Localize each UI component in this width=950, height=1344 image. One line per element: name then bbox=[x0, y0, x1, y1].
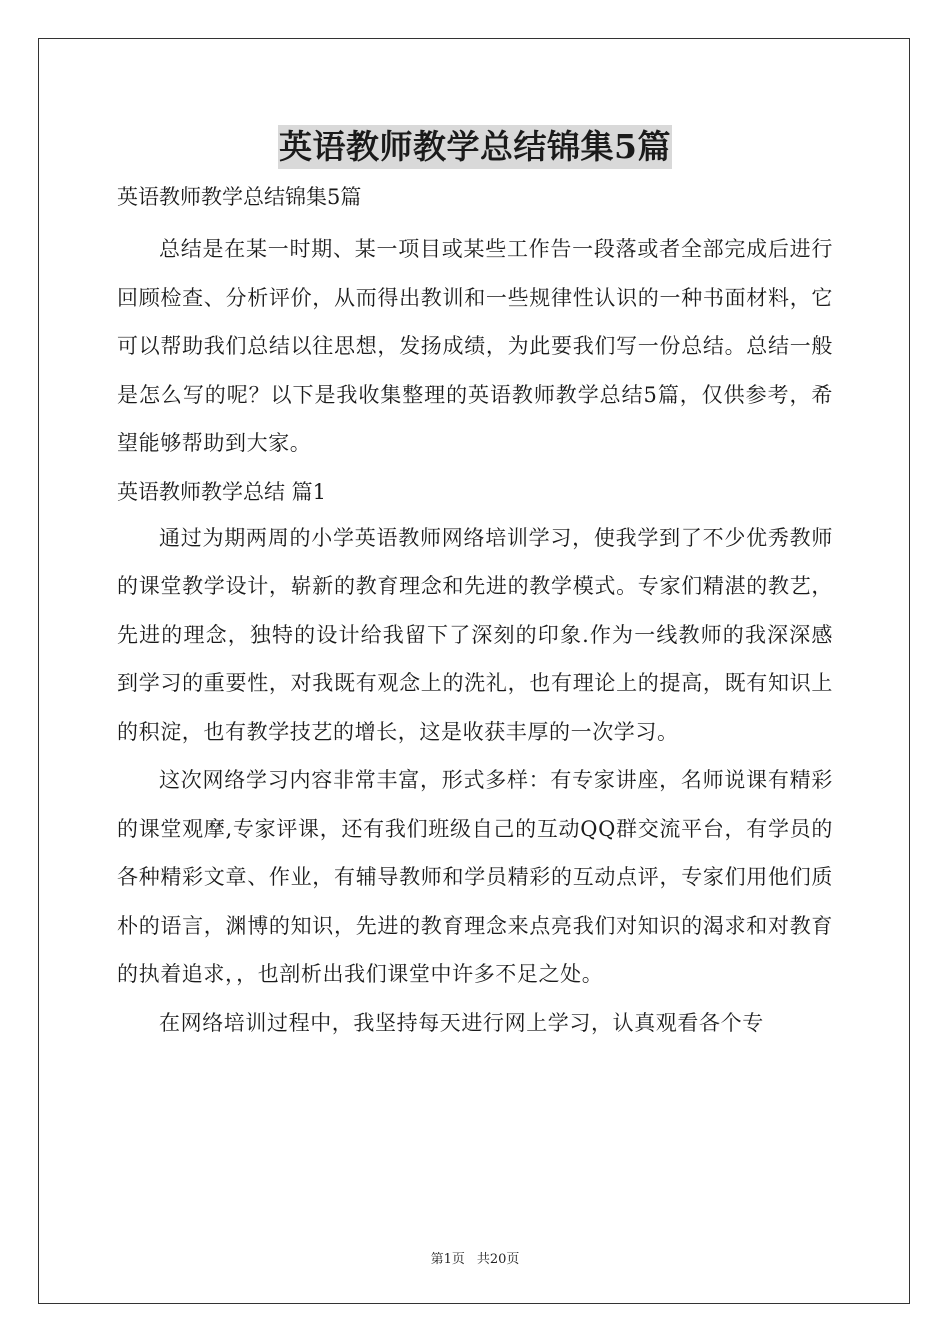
page-footer bbox=[0, 1248, 950, 1267]
body-paragraph-3[interactable]: 在网络培训过程中，我坚持每天进行网上学习，认真观看各个专 bbox=[159, 1010, 764, 1035]
body-paragraph-1[interactable]: 通过为期两周的小学英语教师网络培训学习，使我学到了不少优秀教师的课堂教学设计，崭新的教育理念和先进的教学模式。专家们精湛的教艺，先进的理念，独特的设计给我留下了深刻的印象.作为一线教师的我深深感到学习的重要性，对我既有观念上的洗礼，也有理论上的提高，既有知识上的积淀，也有教学技艺的增长，这是收获丰厚的一次学习。 bbox=[117, 525, 833, 744]
title-container bbox=[117, 125, 833, 171]
page-number: 第1页 bbox=[430, 1252, 465, 1267]
document-title[interactable]: 英语教师教学总结锦集5篇 bbox=[278, 125, 672, 169]
document-body bbox=[117, 125, 833, 1047]
intro-paragraph[interactable]: 总结是在某一时期、某一项目或某些工作告一段落或者全部完成后进行回顾检查、分析评价，从而得出教训和一些规律性认识的一种书面材料，它可以帮助我们总结以往思想，发扬成绩，为此要我们写一份总结。总结一般是怎么写的呢？以下是我收集整理的英语教师教学总结5篇，仅供参考，希望能够帮助到大家。 bbox=[117, 237, 833, 455]
body-paragraph-2[interactable]: 这次网络学习内容非常丰富，形式多样：有专家讲座，名师说课有精彩的课堂观摩,专家评课，还有我们班级自己的互动QQ群交流平台，有学员的各种精彩文章、作业，有辅导教师和学员精彩的互动点评，专家们用他们质朴的语言，渊博的知识，先进的教育理念来点亮我们对知识的渴求和对教育的执着追求，，也剖析出我们课堂中许多不足之处。 bbox=[117, 768, 833, 986]
section-heading[interactable]: 英语教师教学总结 篇1 bbox=[117, 479, 327, 504]
document-subtitle[interactable]: 英语教师教学总结锦集5篇 bbox=[117, 185, 362, 209]
page-total: 共20页 bbox=[476, 1252, 520, 1267]
